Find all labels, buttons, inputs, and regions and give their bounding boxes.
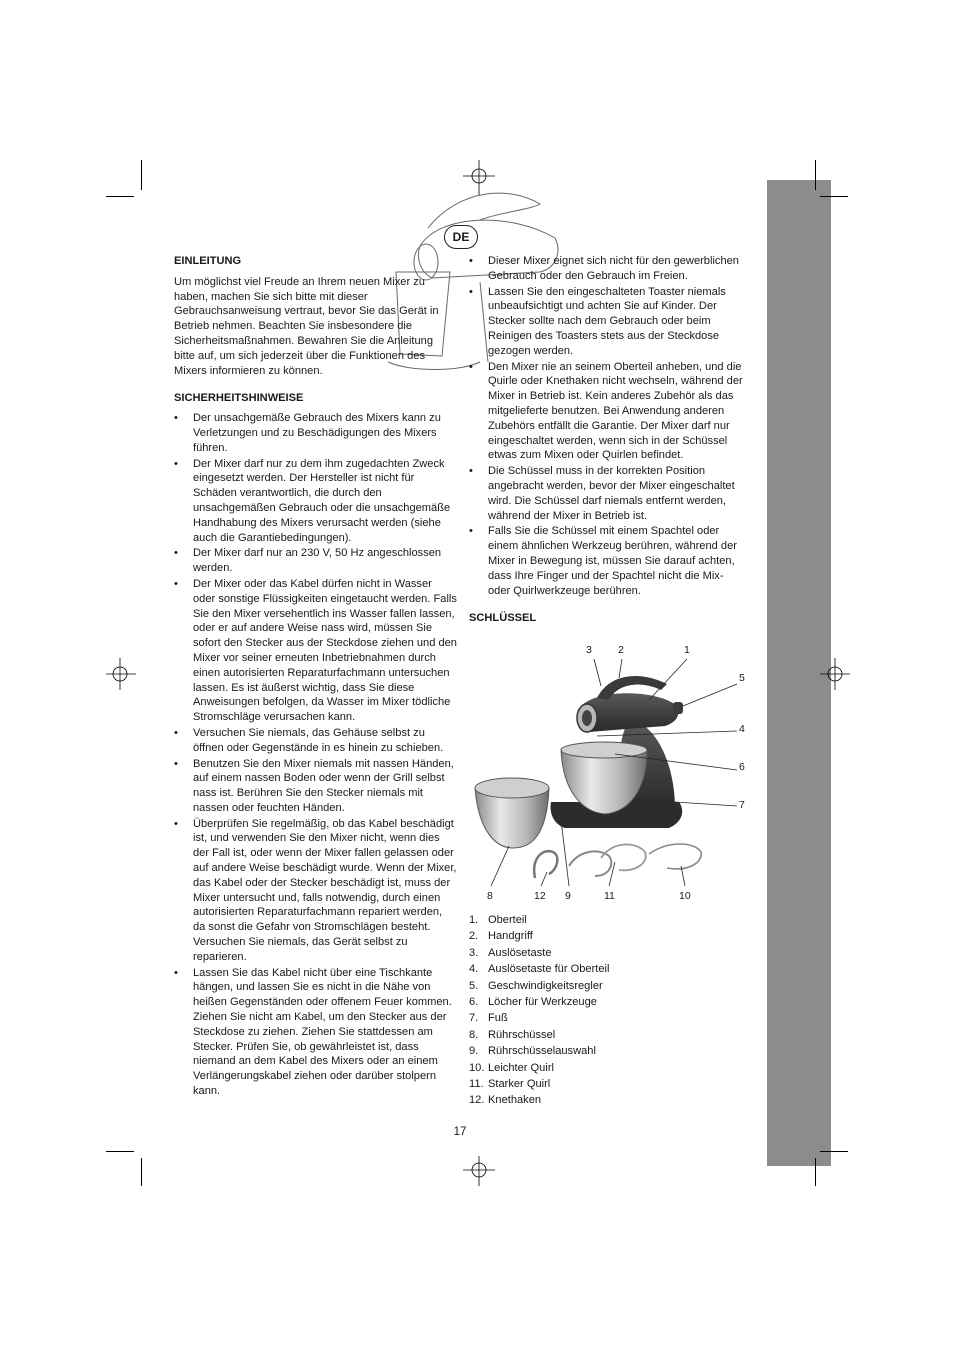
list-item: • Der unsachgemäße Gebrauch des Mixers kann zu Verletzungen und zu Beschädigungen des Mixers führen. bbox=[174, 411, 457, 455]
callout-label: 12 bbox=[534, 890, 546, 902]
list-item: 4. Auslösetaste für Oberteil bbox=[469, 963, 610, 976]
intro-heading: EINLEITUNG bbox=[174, 255, 242, 267]
list-item: • Die Schüssel muss in der korrekten Position angebracht werden, bevor der Mixer eingeschaltet wird. Die Schüssel darf niemals entfernt werden, während der Mixer in Betrieb ist. bbox=[469, 464, 747, 523]
list-item: 2. Handgriff bbox=[469, 930, 533, 943]
list-item: • Der Mixer darf nur an 230 V, 50 Hz angeschlossen werden. bbox=[174, 546, 457, 576]
list-item: • Überprüfen Sie regelmäßig, ob das Kabel beschädigt ist, und verwenden Sie den Mixer nicht, wenn dies der Fall ist, oder wenn der Mixer fallen gelassen oder auf andere Weise beschädigt wurde. Wenn der Mixer, das Kabel oder der Stecker beschädigt ist, muss der Mixer untersucht und, falls notwendig, durch einen autorisierten Reparaturfachmann repariert werden, da sonst die Gefahr von Stromschlägen besteht. Versuchen Sie niemals, das Gerät selbst zu reparieren. bbox=[174, 817, 457, 965]
key-heading: SCHLÜSSEL bbox=[469, 612, 537, 625]
key-list bbox=[469, 912, 747, 1109]
safety-list-right bbox=[469, 254, 747, 598]
list-item: • Falls Sie die Schüssel mit einem Spachtel oder einem ähnlichen Werkzeug berühren, während der Mixer in Bewegung ist, müssen Sie darauf achten, dass Ihre Finger und der Spachtel nicht die Mix- oder Quirlwerkzeuge berühren. bbox=[469, 524, 747, 598]
intro-text: Um möglichst viel Freude an Ihrem neuen Mixer zu haben, machen Sie sich bitte mit dieser Gebrauchsanweisung vertraut, bevor Sie das Gerät in Betrieb nehmen. Beachten Sie insbesondere die Sicherheitsmaßnahmen. Bewahren Sie die Anleitung bitte auf, um sich jederzeit über die Funktionen des Mixers informieren zu können. bbox=[174, 275, 439, 377]
left-column bbox=[174, 254, 457, 1100]
registration-mark-left bbox=[106, 658, 136, 690]
safety-list-left bbox=[174, 411, 457, 1099]
callout-label: 3 bbox=[586, 644, 592, 656]
registration-mark-right bbox=[820, 658, 850, 690]
page-number: 17 bbox=[453, 1126, 467, 1138]
callout-label: 6 bbox=[739, 761, 745, 773]
callout-label: 4 bbox=[739, 723, 745, 735]
mixer-diagram bbox=[469, 640, 749, 905]
list-item: 9. Rührschüsselauswahl bbox=[469, 1045, 596, 1058]
callout-label: 10 bbox=[679, 890, 691, 902]
list-item: • Lassen Sie das Kabel nicht über eine Tischkante hängen, und lassen Sie es nicht in die Nähe von heißen Gegenständen oder offenem Feuer kommen. Ziehen Sie nicht am Kabel, um den Stecker aus der Steckdose zu ziehen. Ziehen Sie stattdessen am Stecker. Prüfen Sie, ob gewährleistet ist, dass niemand an dem Kabel des Mixers oder an einem Verlängerungskabel ziehen oder darüber stolpern kann. bbox=[174, 966, 457, 1099]
list-item: 11. Starker Quirl bbox=[469, 1077, 551, 1090]
callout-label: 11 bbox=[604, 890, 615, 902]
list-item: • Lassen Sie den eingeschalteten Toaster niemals unbeaufsichtigt und achten Sie auf Kinder. Der Stecker sollte nach dem Gebrauch oder beim Reinigen des Toasters stets aus der Steckdose gezogen werden. bbox=[469, 285, 747, 359]
callout-label: 5 bbox=[739, 672, 745, 684]
list-item: 7. Fuß bbox=[469, 1012, 508, 1025]
list-item: • Den Mixer nie an seinem Oberteil anheben, und die Quirle oder Knethaken nicht wechseln, während der Mixer in Betrieb ist. Kein anderes Zubehör als das mitgelieferte benutzen. Bei Anwendung anderen Zubehörs entfällt die Garantie. Der Mixer darf nur eingeschaltet werden, wenn sich in der Schüssel etwas zum Mixen oder Quirlen befindet. bbox=[469, 360, 747, 464]
list-item: • Dieser Mixer eignet sich nicht für den gewerblichen Gebrauch oder den Gebrauch im Freien. bbox=[469, 254, 747, 284]
mixer-illustration bbox=[469, 640, 749, 905]
list-item: 12. Knethaken bbox=[469, 1094, 542, 1107]
list-item: 1. Oberteil bbox=[469, 914, 527, 926]
list-item: • Der Mixer oder das Kabel dürfen nicht in Wasser oder sonstige Flüssigkeiten eingetaucht werden. Falls Sie den Mixer versehentlich ins Wasser fallen lassen, oder er auf andere Weise nass wird, müssen Sie sofort den Stecker aus der Steckdose ziehen und den Mixer vor seiner erneuten Inbetriebnahmen durch einen autorisierten Reparaturfachmann untersuchen lassen. Es ist äußerst wichtig, dass Sie diese Anweisungen befolgen, da Wasser im Mixer tödliche Stromschläge verursachen kann. bbox=[174, 577, 457, 725]
list-item: • Benutzen Sie den Mixer niemals mit nassen Händen, auf einem nassen Boden oder wenn der Grill selbst nass ist. Berühren Sie den Stecker niemals mit nassen oder feuchten Händen. bbox=[174, 757, 457, 816]
callout-label: 7 bbox=[739, 799, 745, 811]
registration-mark-bottom bbox=[463, 1156, 495, 1186]
callout-label: 9 bbox=[565, 890, 571, 902]
language-badge: DE bbox=[444, 225, 478, 249]
list-item: • Der Mixer darf nur zu dem ihm zugedachten Zweck eingesetzt werden. Der Hersteller ist nicht für Schäden verantwortlich, die durch den unsachgemäßen Gebrauch oder die unsachgemäße Handhabung des Mixers verursacht werden (siehe auch die Garantiebedingungen). bbox=[174, 457, 457, 546]
list-item: 8. Rührschüssel bbox=[469, 1028, 556, 1041]
right-column bbox=[469, 254, 747, 626]
key-list-block bbox=[469, 912, 747, 1109]
callout-label: 2 bbox=[618, 644, 624, 656]
callout-label: 8 bbox=[487, 890, 493, 902]
list-item: 10. Leichter Quirl bbox=[469, 1061, 554, 1074]
list-item: 6. Löcher für Werkzeuge bbox=[469, 995, 597, 1008]
list-item: 5. Geschwindigkeitsregler bbox=[469, 979, 603, 992]
safety-heading: SICHERHEITSHINWEISE bbox=[174, 392, 304, 405]
list-item: • Versuchen Sie niemals, das Gehäuse selbst zu öffnen oder Gegenstände in es hinein zu schieben. bbox=[174, 726, 457, 756]
callout-label: 1 bbox=[684, 644, 690, 656]
list-item: 3. Auslösetaste bbox=[469, 946, 552, 959]
